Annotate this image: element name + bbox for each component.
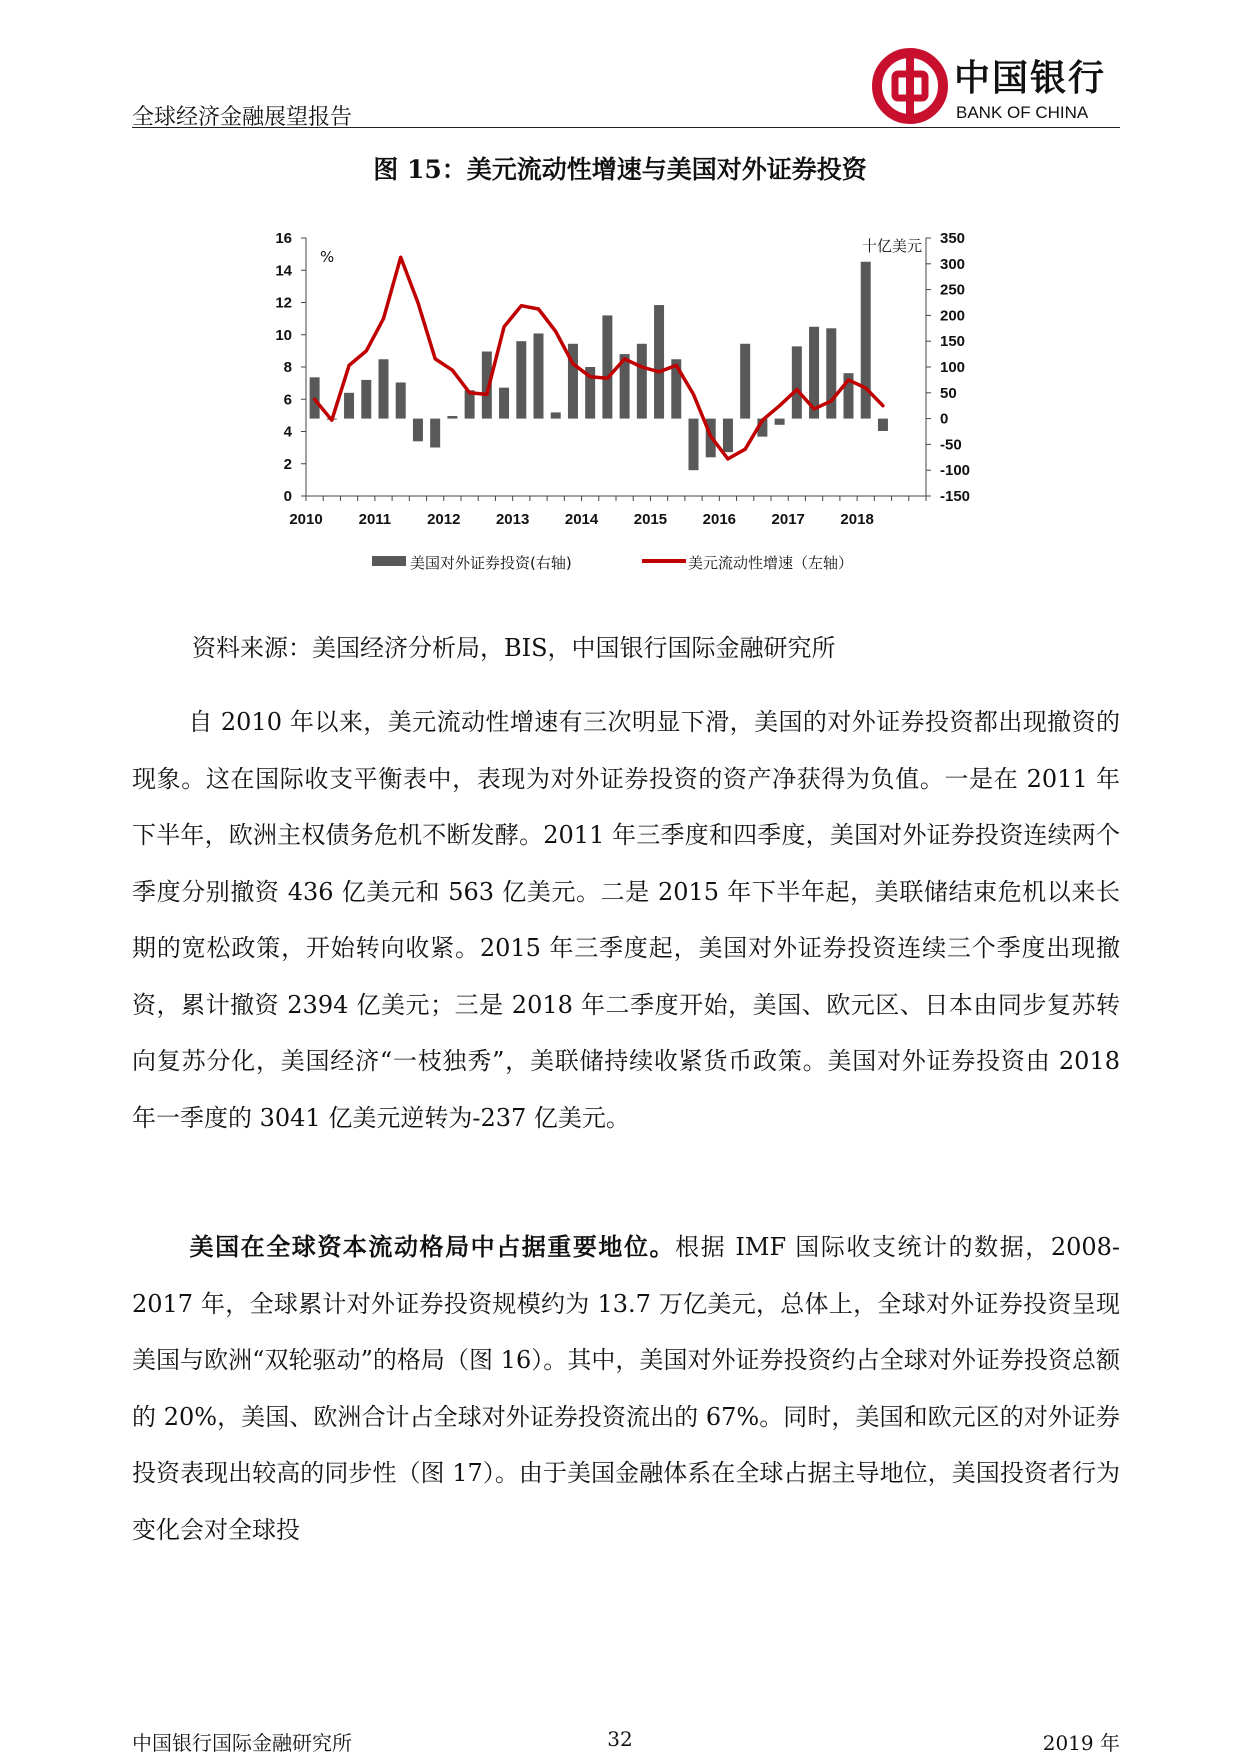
figure-title: 图 15：美元流动性增速与美国对外证券投资 <box>373 155 867 184</box>
bar <box>534 333 544 418</box>
left-tick-label: 14 <box>275 262 292 280</box>
bank-of-china-logo-icon <box>872 48 948 124</box>
left-tick-label: 2 <box>283 455 292 473</box>
bar <box>861 262 871 419</box>
bar <box>740 344 750 419</box>
legend-bar-swatch <box>372 556 406 566</box>
right-tick-label: -50 <box>940 436 962 454</box>
bar <box>775 419 785 425</box>
bar <box>689 419 699 471</box>
right-tick-label: 200 <box>940 307 966 325</box>
left-axis-unit: % <box>320 248 335 266</box>
legend-line-label: 美元流动性增速（左轴） <box>688 554 854 572</box>
bar <box>792 346 802 418</box>
x-tick-label: 2017 <box>771 511 805 528</box>
left-tick-label: 10 <box>275 326 292 344</box>
left-tick-label: 8 <box>283 359 292 376</box>
paragraph-1-text: 自 2010 年以来，美元流动性增速有三次明显下滑，美国的对外证券投资都出现撤资的现象。这在国际收支平衡表中，表现为对外证券投资的资产净获得为负值。一是在 2011 年下半年，欧洲主权债务危机不断发酵。2011 年三季度和四季度，美国对外证券投资连续两个季度分别撤资 436 亿美元和 563 亿美元。二是 2015 年下半年起，美联储结束危机以来长期的宽松政策，开始转向收紧。2015 年三季度起，美国对外证券投资连续三个季度出现撤资，累计撤资 2394 亿美元；三是 2018 年二季度开始，美国、欧元区、日本由同步复苏转向复苏分化，美国经济“一枝独秀”，美联储持续收紧货币政策。美国对外证券投资由 2018 年一季度的 3041 亿美元逆转为-237 亿美元。 <box>132 708 1120 1132</box>
left-tick-label: 12 <box>275 294 292 312</box>
bar <box>379 359 389 418</box>
right-tick-label: 300 <box>940 255 966 273</box>
bar <box>723 419 733 453</box>
right-tick-label: 50 <box>940 384 957 402</box>
left-tick-label: 16 <box>275 230 292 247</box>
right-tick-label: 250 <box>940 281 966 299</box>
paragraph-2-text: 根据 IMF 国际收支统计的数据，2008-2017 年，全球累计对外证券投资规模约为 13.7 万亿美元，总体上，全球对外证券投资呈现美国与欧洲“双轮驱动”的格局（图 16）。其中，美国对外证券投资约占全球对外证券投资总额的 20%，美国、欧洲合计占全球对外证券投资流出的 67%。同时，美国和欧元区的对外证券投资表现出较高的同步性（图 17）。由于美国金融体系在全球占据主导地位，美国投资者行为变化会对全球投 <box>132 1233 1121 1544</box>
x-tick-label: 2010 <box>289 511 323 528</box>
chart-dollar-liquidity-vs-portfolio-investment <box>260 228 990 593</box>
report-title: 全球经济金融展望报告 <box>132 105 353 130</box>
paragraph-2-lead: 美国在全球资本流动格局中占据重要地位。 <box>188 1232 676 1261</box>
right-tick-label: 350 <box>940 230 966 247</box>
logo-english-text: BANK OF CHINA <box>956 103 1089 122</box>
bar <box>413 419 423 442</box>
right-tick-label: -100 <box>940 462 971 480</box>
bar-series <box>310 262 888 470</box>
right-tick-label: 100 <box>940 359 966 376</box>
right-tick-label: -150 <box>940 488 971 505</box>
bar <box>878 419 888 431</box>
bar <box>447 416 457 419</box>
bar <box>826 328 836 418</box>
bar <box>396 382 406 418</box>
x-tick-label: 2015 <box>633 511 668 528</box>
bank-logo <box>872 48 1122 128</box>
right-axis-unit: 十亿美元 <box>861 237 922 255</box>
bar <box>654 305 664 419</box>
right-tick-label: 0 <box>940 410 949 428</box>
right-tick-label: 150 <box>940 333 966 351</box>
x-tick-label: 2011 <box>358 511 392 528</box>
legend-bar-label: 美国对外证券投资(右轴) <box>410 554 572 572</box>
logo-chinese-text: 中国银行 <box>954 57 1107 99</box>
footer-page-number: 32 <box>607 1727 633 1751</box>
bar <box>361 380 371 419</box>
paragraph-1 <box>132 694 1120 1146</box>
bar <box>602 315 612 418</box>
paragraph-2 <box>132 1219 1120 1558</box>
bar <box>499 388 509 419</box>
left-tick-label: 0 <box>283 488 292 505</box>
x-tick-label: 2012 <box>427 511 461 528</box>
bar <box>551 412 561 418</box>
left-tick-label: 6 <box>283 391 292 409</box>
footer-org: 中国银行国际金融研究所 <box>132 1731 352 1755</box>
figure-source: 资料来源：美国经济分析局，BIS，中国银行国际金融研究所 <box>192 634 836 662</box>
bar <box>344 393 354 419</box>
footer-year: 2019 年 <box>1042 1731 1120 1755</box>
x-tick-label: 2013 <box>495 511 530 528</box>
x-tick-label: 2018 <box>840 511 874 528</box>
x-tick-label: 2016 <box>702 511 737 528</box>
bar <box>516 341 526 418</box>
bar <box>430 419 440 448</box>
chart-legend <box>372 554 853 572</box>
left-tick-label: 4 <box>283 423 292 441</box>
bar <box>637 344 647 419</box>
x-tick-label: 2014 <box>564 511 599 528</box>
